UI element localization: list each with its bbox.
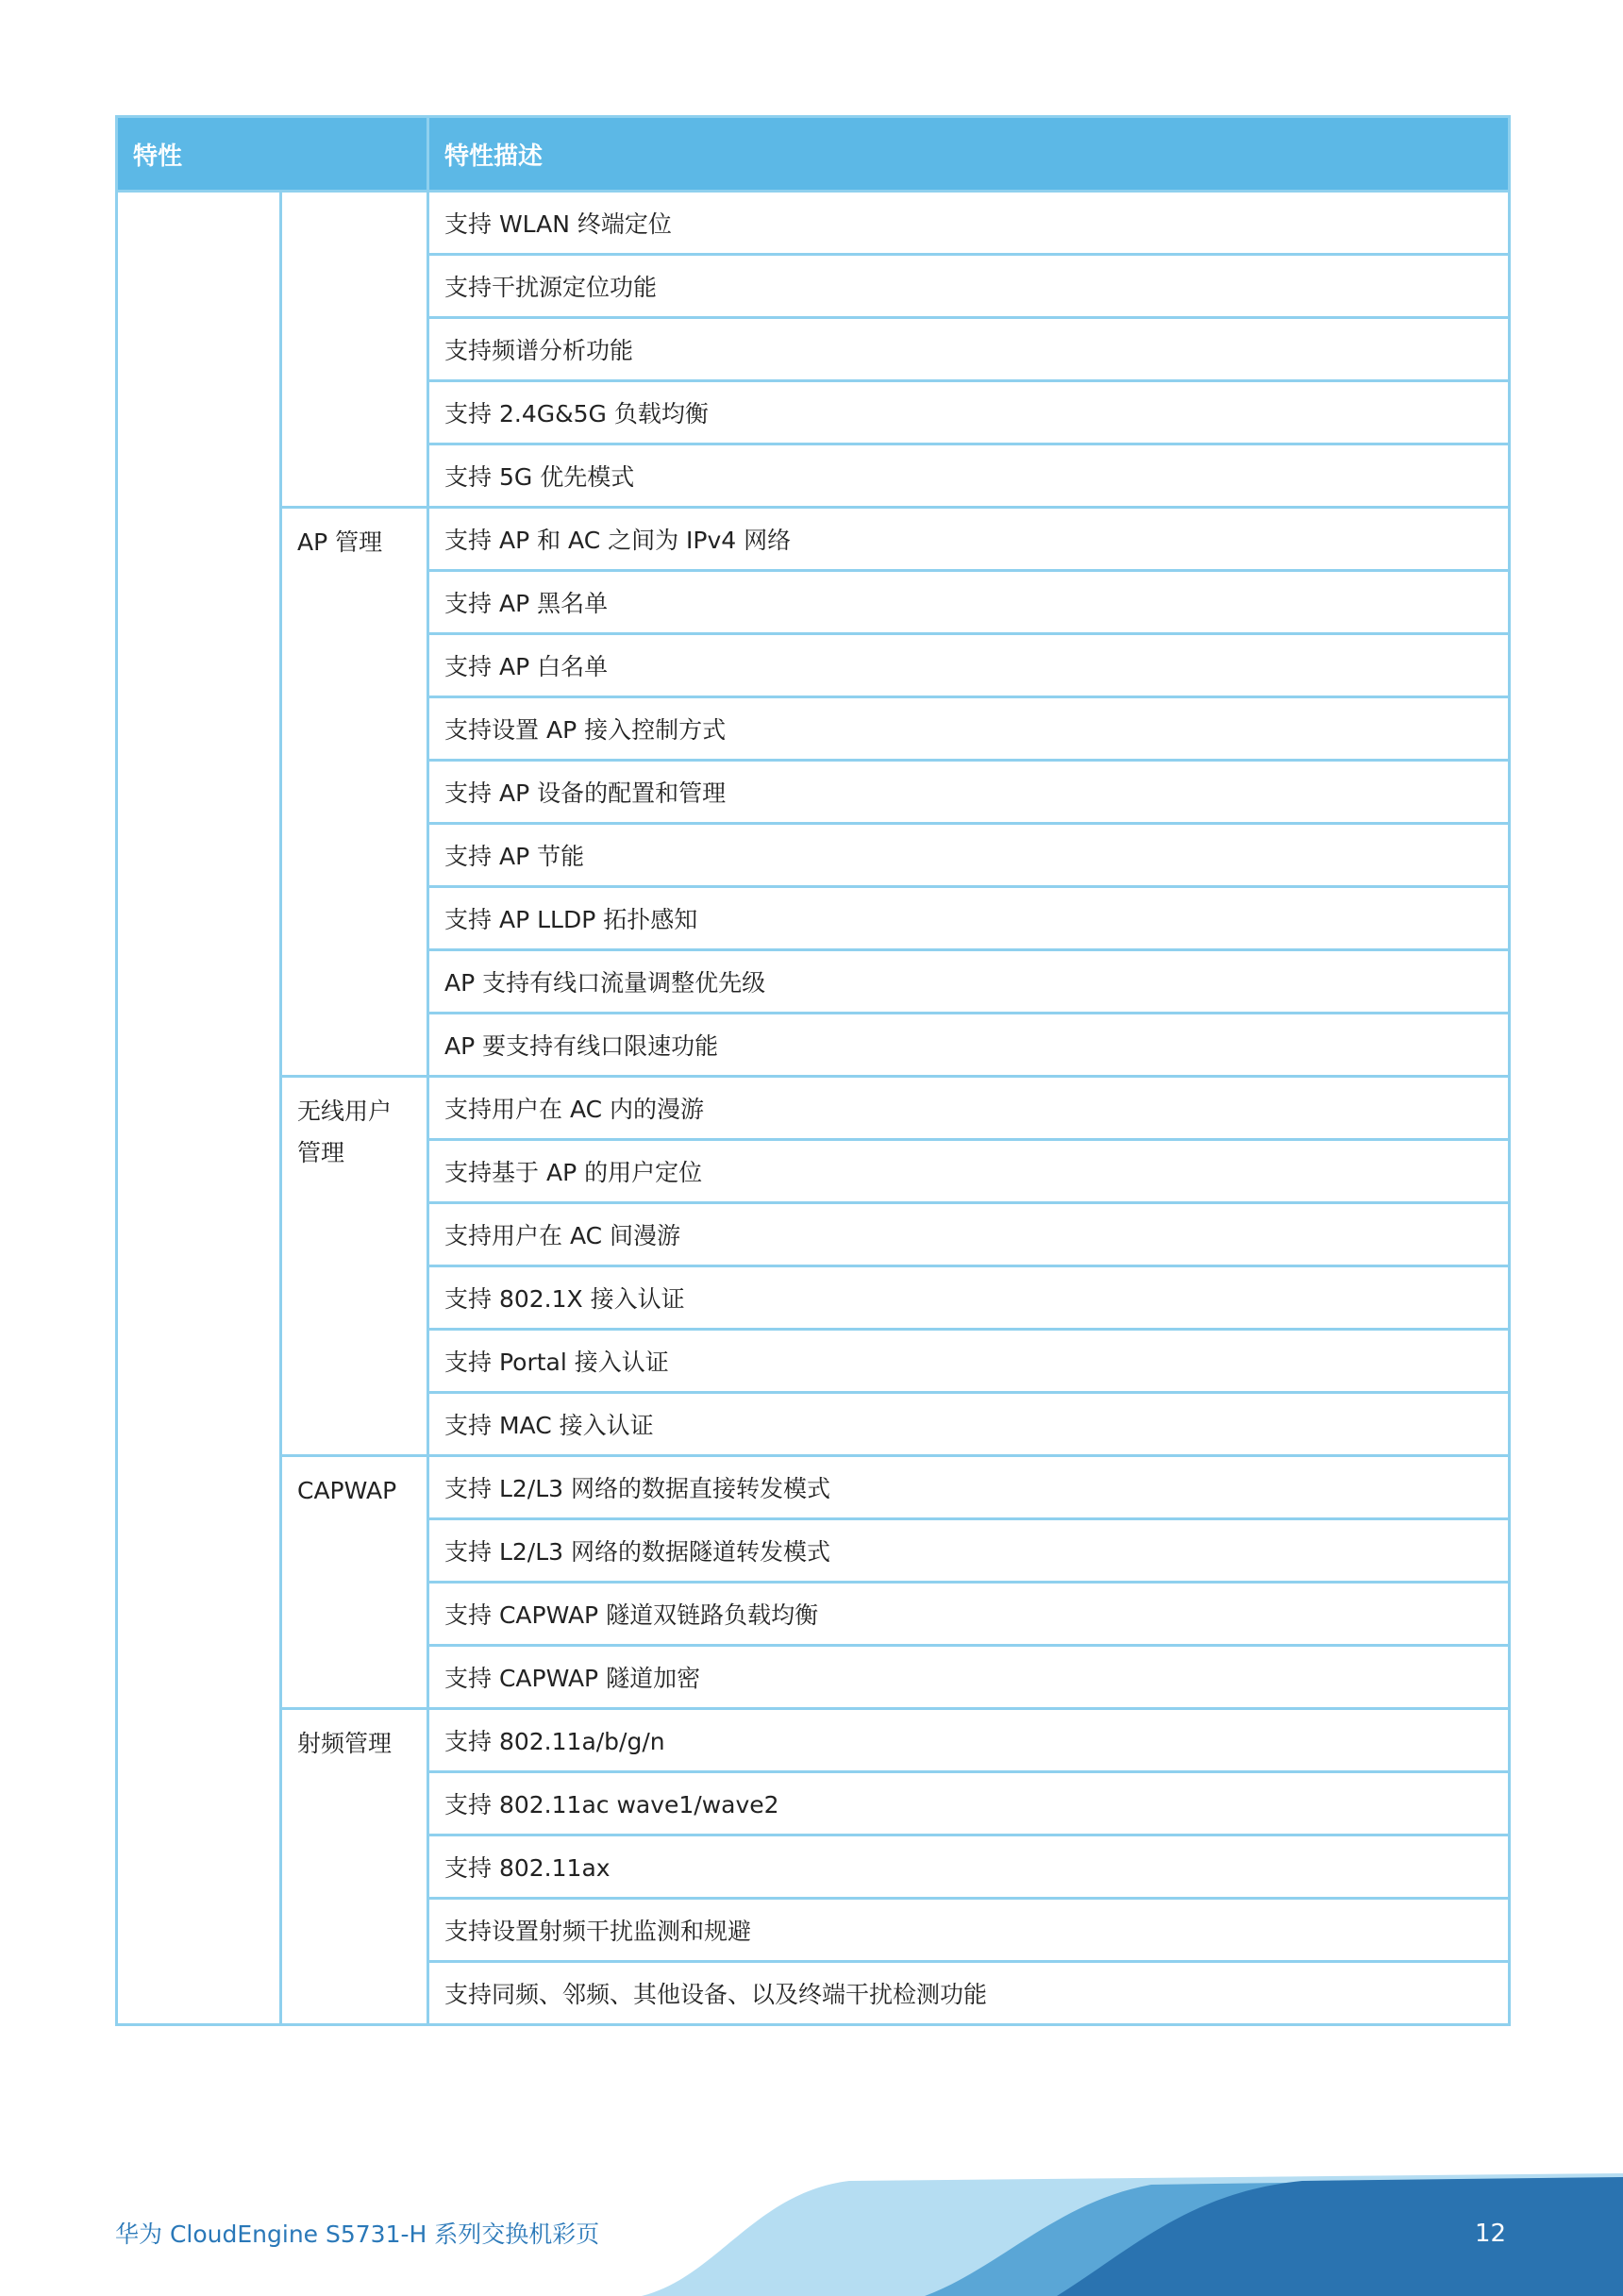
feature-group-label: AP 管理 [297,528,383,556]
feature-description-cell: 支持 Portal 接入认证 [428,1330,1510,1393]
feature-description-cell: 支持干扰源定位功能 [428,255,1510,318]
feature-description-cell: 支持 AP 设备的配置和管理 [428,761,1510,824]
feature-description-cell: 支持 CAPWAP 隧道双链路负载均衡 [428,1583,1510,1646]
feature-description-cell: 支持 802.1X 接入认证 [428,1266,1510,1330]
feature-description-cell: 支持 AP LLDP 拓扑感知 [428,887,1510,950]
feature-group-cell [281,508,428,1077]
feature-description-cell: 支持 2.4G&5G 负载均衡 [428,381,1510,444]
feature-description-cell: 支持 AP 节能 [428,824,1510,887]
feature-description-cell: 支持设置 AP 接入控制方式 [428,697,1510,761]
feature-description-cell: 支持设置射频干扰监测和规避 [428,1899,1510,1962]
footer-title: 华为 CloudEngine S5731-H 系列交换机彩页 [115,2221,600,2248]
feature-description-cell: 支持 MAC 接入认证 [428,1393,1510,1456]
feature-description-cell: AP 支持有线口流量调整优先级 [428,950,1510,1014]
table-row [117,1456,1510,1519]
table-header-row [117,117,1510,192]
feature-description-cell: 支持 802.11a/b/g/n [428,1709,1510,1772]
feature-group-cell [281,192,428,508]
feature-description-cell: 支持 AP 和 AC 之间为 IPv4 网络 [428,508,1510,571]
feature-description-cell: 支持用户在 AC 内的漫游 [428,1077,1510,1140]
feature-description-cell: AP 要支持有线口限速功能 [428,1014,1510,1077]
feature-description-cell: 支持 AP 黑名单 [428,571,1510,634]
feature-group-label: 射频管理 [297,1730,393,1757]
feature-description-cell: 支持 802.11ac wave1/wave2 [428,1772,1510,1835]
table-row [117,508,1510,571]
feature-group-cell [281,1456,428,1709]
feature-table [115,115,1511,2026]
feature-description-cell: 支持 CAPWAP 隧道加密 [428,1646,1510,1709]
table-row [117,1077,1510,1140]
feature-description-cell: 支持频谱分析功能 [428,318,1510,381]
feature-description-cell: 支持 802.11ax [428,1835,1510,1899]
feature-description-cell: 支持 AP 白名单 [428,634,1510,697]
feature-description-cell: 支持 L2/L3 网络的数据隧道转发模式 [428,1519,1510,1583]
page-number: 12 [1475,2220,1507,2248]
feature-group-label: CAPWAP [297,1477,397,1504]
feature-description-cell: 支持 L2/L3 网络的数据直接转发模式 [428,1456,1510,1519]
feature-description-cell: 支持同频、邻频、其他设备、以及终端干扰检测功能 [428,1962,1510,2025]
feature-group-label: 无线用户管理 [297,1098,393,1166]
feature-group-cell [281,1077,428,1456]
table-row [117,1709,1510,1772]
feature-category-cell [117,192,281,2025]
feature-group-cell [281,1709,428,2025]
feature-description-cell: 支持 5G 优先模式 [428,444,1510,508]
table-row [117,192,1510,255]
feature-description-cell: 支持基于 AP 的用户定位 [428,1140,1510,1203]
feature-description-cell: 支持用户在 AC 间漫游 [428,1203,1510,1266]
header-feature: 特性 [117,117,428,192]
header-description: 特性描述 [428,117,1510,192]
feature-description-cell: 支持 WLAN 终端定位 [428,192,1510,255]
table-body [117,192,1510,2025]
